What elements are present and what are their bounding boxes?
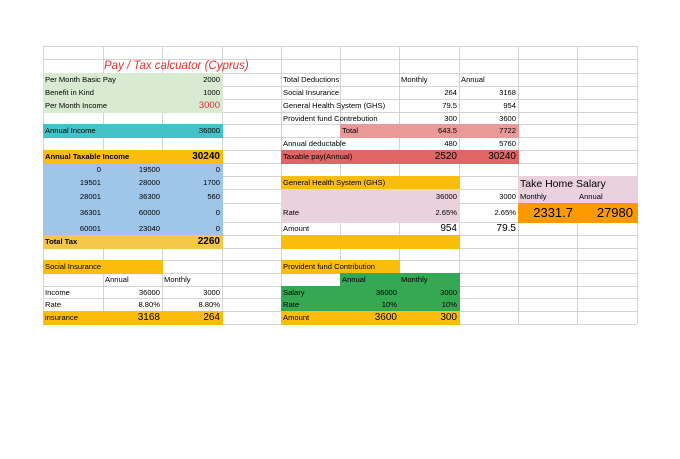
bracket-tax[interactable]: 560: [207, 192, 220, 201]
bracket-from[interactable]: 19501: [79, 178, 101, 187]
bracket-tax[interactable]: 0: [215, 165, 220, 174]
si-row-monthly[interactable]: 3000: [203, 288, 220, 297]
grid-line-h: [43, 46, 637, 47]
deductions-total-annual[interactable]: 7722: [499, 126, 516, 135]
si-row-monthly[interactable]: 264: [203, 312, 220, 323]
bracket-tax[interactable]: 0: [215, 208, 220, 217]
si-row-annual[interactable]: 36000: [138, 288, 160, 297]
annual-deductable-annual[interactable]: 5760: [499, 139, 516, 148]
pf-rate-annual[interactable]: 10%: [381, 300, 397, 309]
basic-pay-label[interactable]: Per Month Basic Pay: [45, 75, 116, 84]
pf-salary-monthly[interactable]: 3000: [440, 288, 457, 297]
taxable-pay-label[interactable]: Taxable pay(Annual): [283, 152, 353, 161]
ghs-amount-label[interactable]: Amount: [283, 224, 310, 233]
pf-col-monthly[interactable]: Monthly: [401, 275, 428, 284]
deduction-annual[interactable]: 3600: [499, 114, 516, 123]
pf-salary-label[interactable]: Salary: [283, 288, 305, 297]
pf-rate-label[interactable]: Rate: [283, 300, 300, 309]
total-tax-label[interactable]: Total Tax: [45, 237, 78, 246]
annual-deductable-label[interactable]: Annual deductable: [283, 139, 346, 148]
pf-col-annual[interactable]: Annual: [342, 275, 366, 284]
ghs-amount-monthly[interactable]: 79.5: [496, 223, 516, 234]
cell-fill: [281, 235, 460, 249]
take-home-title: Take Home Salary: [520, 178, 606, 190]
taxable-income-value[interactable]: 30240: [192, 151, 220, 162]
deduction-monthly[interactable]: 300: [444, 114, 457, 123]
si-row-monthly[interactable]: 8.80%: [198, 300, 220, 309]
deductions-total-label[interactable]: Total: [342, 126, 359, 135]
si-row-annual[interactable]: 3168: [137, 312, 160, 323]
si-row-label[interactable]: insurance: [45, 313, 78, 322]
benefit-value[interactable]: 1000: [203, 88, 220, 97]
ghs-title[interactable]: General Health System (GHS): [283, 178, 386, 187]
si-row-annual[interactable]: 8.80%: [138, 300, 160, 309]
bracket-from[interactable]: 28001: [79, 192, 101, 201]
annual-income-label[interactable]: Annual Income: [45, 126, 96, 135]
taxable-pay-monthly[interactable]: 2520: [434, 151, 457, 162]
take-home-annual[interactable]: 27980: [596, 205, 633, 220]
deduction-label[interactable]: Social Insurance: [283, 88, 340, 97]
deduction-annual[interactable]: 954: [503, 101, 516, 110]
basic-pay-value[interactable]: 2000: [203, 75, 220, 84]
bracket-from[interactable]: 60001: [79, 224, 101, 233]
take-home-col-annual[interactable]: Annual: [579, 192, 603, 201]
ghs-income-annual[interactable]: 36000: [435, 192, 457, 201]
bracket-to[interactable]: 36300: [138, 192, 160, 201]
pf-amount-label[interactable]: Amount: [283, 313, 310, 322]
ghs-rate-monthly[interactable]: 2.65%: [494, 208, 516, 217]
deductions-total-monthly[interactable]: 643.5: [437, 126, 457, 135]
taxable-pay-annual[interactable]: 30240: [488, 151, 516, 162]
page-title: Pay / Tax calcuator (Cyprus): [104, 60, 249, 72]
benefit-label[interactable]: Benefit in Kind: [45, 88, 94, 97]
pf-salary-annual[interactable]: 36000: [375, 288, 397, 297]
deductions-col-monthly[interactable]: Monthly: [401, 75, 428, 84]
bracket-to[interactable]: 19500: [138, 165, 160, 174]
ghs-rate-annual[interactable]: 2.65%: [435, 208, 457, 217]
deduction-monthly[interactable]: 264: [444, 88, 457, 97]
pf-amount-annual[interactable]: 3600: [374, 312, 397, 323]
pf-rate-monthly[interactable]: 10%: [441, 300, 457, 309]
bracket-from[interactable]: 0: [96, 165, 101, 174]
si-col-annual[interactable]: Annual: [105, 275, 129, 284]
bracket-from[interactable]: 36301: [79, 208, 101, 217]
take-home-monthly[interactable]: 2331.7: [533, 205, 573, 220]
deduction-annual[interactable]: 3168: [499, 88, 516, 97]
bracket-tax[interactable]: 0: [215, 224, 220, 233]
ghs-amount-annual[interactable]: 954: [440, 223, 457, 234]
ghs-rate-label[interactable]: Rate: [283, 208, 300, 217]
bracket-to[interactable]: 60000: [138, 208, 160, 217]
deduction-monthly[interactable]: 79.5: [442, 101, 457, 110]
annual-deductable-monthly[interactable]: 480: [444, 139, 457, 148]
bracket-to[interactable]: 28000: [138, 178, 160, 187]
deductions-col-annual[interactable]: Annual: [461, 75, 485, 84]
bracket-to[interactable]: 23040: [138, 224, 160, 233]
si-col-monthly[interactable]: Monthly: [164, 275, 191, 284]
total-tax-value[interactable]: 2260: [197, 236, 220, 247]
si-row-label[interactable]: Income: [45, 288, 70, 297]
pf-amount-monthly[interactable]: 300: [440, 312, 457, 323]
provident-title[interactable]: Provident fund Contribution: [283, 262, 376, 271]
si-row-label[interactable]: Rate: [45, 300, 62, 309]
deduction-label[interactable]: Provident fund Contrebution: [283, 114, 378, 123]
monthly-income-value[interactable]: 3000: [198, 100, 220, 111]
social-insurance-title[interactable]: Social Insurance: [45, 262, 102, 271]
bracket-tax[interactable]: 1700: [203, 178, 220, 187]
annual-income-value[interactable]: 36000: [198, 126, 220, 135]
taxable-income-label[interactable]: Annual Taxable Income: [45, 152, 130, 161]
deduction-label[interactable]: General Health System (GHS): [283, 101, 386, 110]
ghs-income-monthly[interactable]: 3000: [499, 192, 516, 201]
total-deductions-label[interactable]: Total Deductions: [283, 75, 340, 84]
monthly-income-label[interactable]: Per Month Income: [45, 101, 108, 110]
take-home-col-monthly[interactable]: Monthly: [520, 192, 547, 201]
